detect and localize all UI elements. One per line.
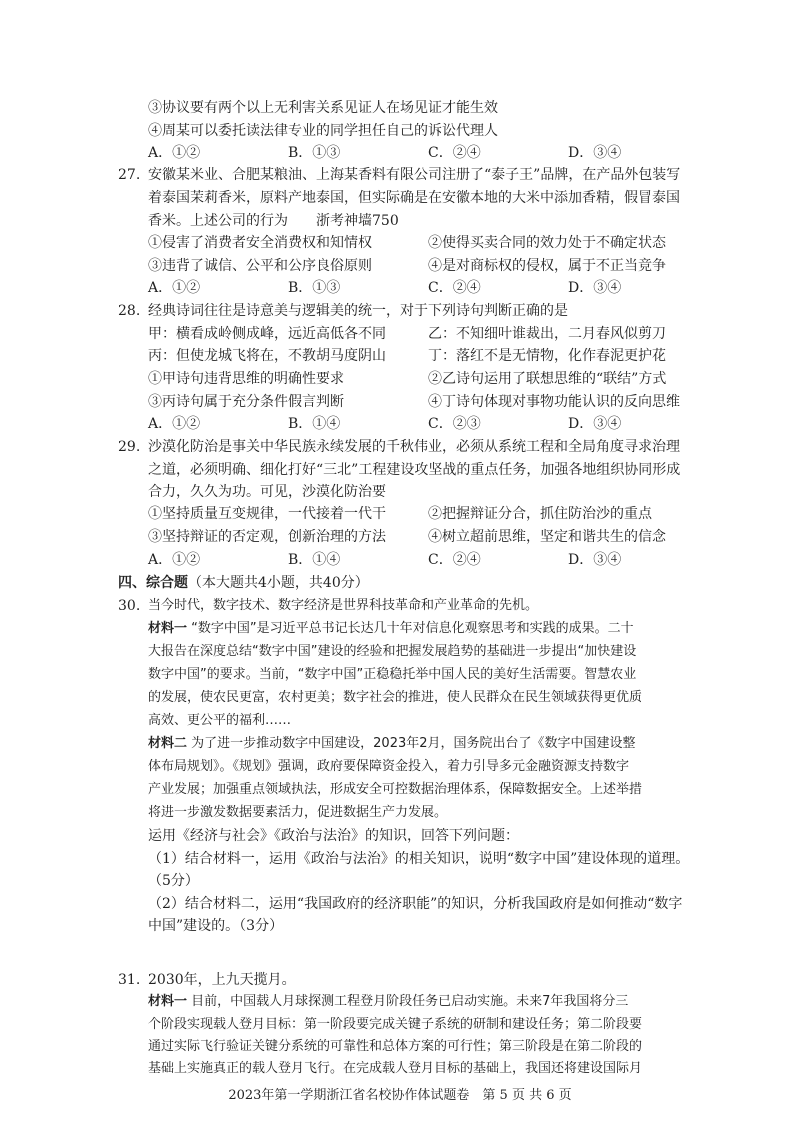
q29-choice-d: D．③④ (568, 552, 622, 568)
q28-choice-c: C．②③ (428, 416, 481, 432)
q28-poem-jia: 甲：横看成岭侧成峰，远近高低各不同 (148, 326, 386, 342)
q31-number: 31. (118, 972, 141, 988)
q29-choice-c: C．②④ (428, 552, 481, 568)
q31-material-1-line-2: 个阶段实现载人登月目标：第一阶段要完成关键子系统的研制和建设任务；第二阶段要 (148, 1017, 643, 1032)
q27-choice-a: A．①② (148, 280, 201, 296)
q27-option-1: ①侵害了消费者安全消费权和知情权 (148, 235, 372, 251)
q27-stem-line-2: 着泰国茉莉香米，原料产地泰国，但实际确是在安徽本地的大米中添加香精，假冒泰国 (148, 190, 680, 206)
q29-option-1: ①坚持质量互变规律，一代接着一代干 (148, 506, 386, 522)
q29-stem-line-2: 之道，必须明确、细化打好“三北”工程建设攻坚战的重点任务，加强各地组织协同形成 (148, 462, 681, 478)
q30-sub2-line-1: （2）结合材料二，运用“我国政府的经济职能”的知识，分析我国政府是如何推动“数字 (148, 896, 683, 912)
q31-intro: 2030年，上九天揽月。 (148, 972, 296, 988)
q29-number: 29. (118, 439, 141, 455)
q26-choice-d: D．③④ (568, 145, 622, 161)
q29-choice-a: A．①② (148, 552, 201, 568)
section-title: 四、综合题 (118, 575, 188, 591)
q27-choice-d: D．③④ (568, 280, 622, 296)
q28-number: 28. (118, 303, 141, 319)
q26-choice-a: A．①② (148, 145, 201, 161)
q28-option-3: ③丙诗句属于充分条件假言判断 (148, 394, 344, 410)
q28-stem: 经典诗词往往是诗意美与逻辑美的统一，对于下列诗句判断正确的是 (148, 303, 568, 319)
q30-sub1-line-1: （1）结合材料一，运用《政治与法治》的相关知识，说明“数字中国”建设体现的道理。 (148, 851, 690, 867)
q28-poem-ding: 丁：落红不是无情物，化作春泥更护花 (428, 348, 666, 364)
q30-material-1-line-4: 的发展，使农民更富，农村更美；数字社会的推进，使人民群众在民生领域获得更优质 (148, 690, 643, 705)
q26-choice-c: C．②④ (428, 145, 481, 161)
q28-poem-bing: 丙：但使龙城飞将在，不教胡马度阴山 (148, 348, 386, 364)
section-heading (118, 573, 369, 593)
q30-material-2-label: 材料二 (148, 736, 188, 751)
q28-choice-b: B．①④ (288, 416, 341, 432)
q27-option-3: ③违背了诚信、公平和公序良俗原则 (148, 258, 372, 274)
q28-option-4: ④丁诗句体现对事物功能认识的反向思维 (428, 394, 680, 410)
page-footer: 2023年第一学期浙江省名校协作体试题卷 第 5 页 共 6 页 (228, 1088, 572, 1103)
q27-choice-c: C．②④ (428, 280, 481, 296)
q26-option-4: ④周某可以委托读法律专业的同学担任自己的诉讼代理人 (148, 123, 498, 139)
q30-number: 30. (118, 598, 141, 614)
q27-choice-b: B．①③ (288, 280, 341, 296)
q30-sub1-line-2: （5分） (148, 873, 199, 889)
q27-stem-line-1: 安徽某米业、合肥某粮油、上海某香料有限公司注册了“泰子王”品牌，在产品外包装写 (148, 167, 681, 183)
q31-material-1-line-3: 通过实际飞行验证关键分系统的可靠性和总体方案的可行性；第三阶段是在第二阶段的 (148, 1039, 643, 1054)
q31-material-1-label: 材料一 (148, 994, 188, 1009)
q28-choice-d: D．③④ (568, 416, 622, 432)
q28-option-2: ②乙诗句运用了联想思维的“联结”方式 (428, 371, 667, 387)
q29-option-3: ③坚持辩证的否定观，创新治理的方法 (148, 529, 386, 545)
q30-material-2-text-1: 为了进一步推动数字中国建设，2023年2月，国务院出台了《数字中国建设整 (191, 736, 636, 751)
q29-option-4: ④树立超前思维，坚定和谐共生的信念 (428, 529, 666, 545)
q27-stem-line-3: 香米。上述公司的行为 浙考神墙750 (148, 213, 399, 229)
q29-stem-line-3: 合力，久久为功。可见，沙漠化防治要 (148, 484, 386, 500)
q27-option-4: ④是对商标权的侵权，属于不正当竞争 (428, 258, 666, 274)
q30-material-2-line-3: 产业发展；加强重点领域执法，形成安全可控数据治理体系，保障数据安全。上述举措 (148, 782, 643, 797)
q30-material-2-line-2: 体布局规划》。《规划》强调，政府要保障资金投入，着力引导多元金融资源支持数字 (148, 759, 630, 774)
q31-material-1-text-1: 目前，中国载人月球探测工程登月阶段任务已启动实施。未来7年我国将分三 (191, 994, 629, 1009)
q30-intro: 当今时代，数字技术、数字经济是世界科技革命和产业革命的先机。 (148, 598, 539, 613)
section-description: （本大题共4小题，共40分） (188, 575, 369, 591)
q27-number: 27. (118, 167, 141, 183)
q26-choice-b: B．①③ (288, 145, 341, 161)
q26-option-3: ③协议要有两个以上无利害关系见证人在场见证才能生效 (148, 100, 498, 116)
q30-material-1-line-2: 大报告在深度总结“数字中国”建设的经验和把握发展趋势的基础进一步提出“加快建设 (148, 644, 637, 659)
q30-sub2-line-2: 中国”建设的。（3分） (148, 918, 284, 934)
q30-material-1-text-1: “数字中国”是习近平总书记长达几十年对信息化观察思考和实践的成果。二十 (191, 621, 634, 636)
q31-material-1-line-4: 基础上实施真正的载人登月飞行。在完成载人登月目标的基础上，我国还将建设国际月 (148, 1061, 643, 1076)
q31-material-1-line-1 (148, 992, 628, 1012)
q27-option-2: ②使得买卖合同的效力处于不确定状态 (428, 235, 666, 251)
q28-option-1: ①甲诗句违背思维的明确性要求 (148, 371, 344, 387)
q28-poem-yi: 乙：不知细叶谁裁出，二月春风似剪刀 (428, 326, 666, 342)
q30-material-1-line-3: 数字中国”的要求。当前，“数字中国”正稳稳托举中国人民的美好生活需要。智慧农业 (148, 667, 637, 682)
q30-material-1-label: 材料一 (148, 621, 188, 636)
q28-choice-a: A．①② (148, 416, 201, 432)
q29-choice-b: B．①④ (288, 552, 341, 568)
q30-material-2-line-1 (148, 734, 636, 754)
q30-material-1-line-1 (148, 619, 634, 639)
q29-option-2: ②把握辩证分合，抓住防治沙的重点 (428, 506, 652, 522)
q30-material-1-line-5: 高效、更公平的福利…… (148, 713, 292, 728)
q30-material-2-line-4: 将进一步激发数据要素活力，促进数据生产力发展。 (148, 805, 448, 820)
q30-question-prompt: 运用《经济与社会》《政治与法治》的知识，回答下列问题： (148, 828, 519, 844)
q29-stem-line-1: 沙漠化防治是事关中华民族永续发展的千秋伟业，必须从系统工程和全局角度寻求治理 (148, 439, 680, 455)
